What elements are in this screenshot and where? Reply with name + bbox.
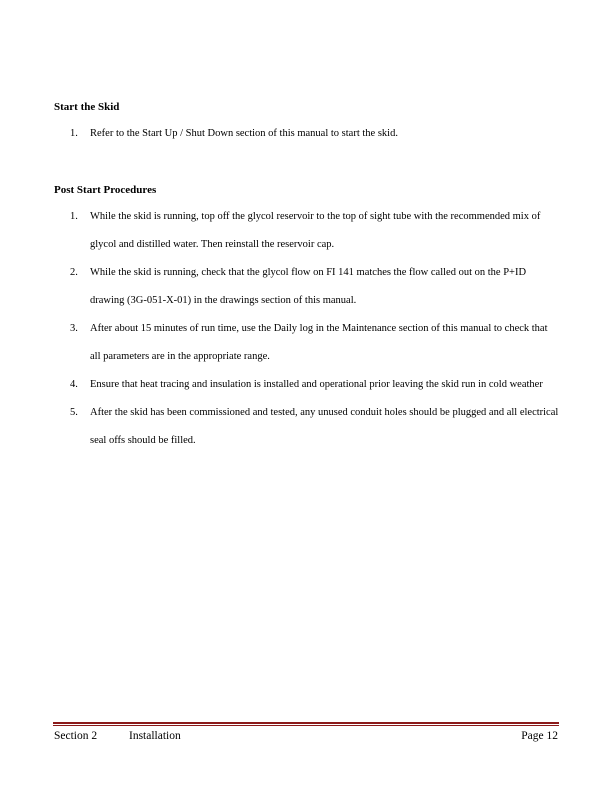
footer-page-number: Page 12	[521, 730, 558, 742]
list-item-text: After about 15 minutes of run time, use the Daily log in the Maintenance section of this manual to check that all parameters are in the appropriate range.	[90, 323, 548, 362]
list-item-text: Ensure that heat tracing and insulation is installed and operational prior leaving the skid run in cold weather	[90, 379, 543, 390]
list-item-text: While the skid is running, check that the glycol flow on FI 141 matches the flow called out on the P+ID drawing (3G-051-X-01) in the drawings section of this manual.	[90, 267, 527, 306]
footer-section: Section 2	[54, 730, 98, 742]
list-item	[70, 203, 560, 259]
footer-divider	[53, 722, 559, 724]
list-item-number: 5.	[70, 407, 78, 418]
section-heading-start-skid: Start the Skid	[54, 101, 120, 113]
list-item-number: 3.	[70, 323, 78, 334]
list-item-number: 1.	[70, 128, 78, 139]
post-start-list	[70, 203, 560, 455]
list-item-number: 4.	[70, 379, 78, 390]
list-item	[70, 371, 560, 399]
list-item-text: While the skid is running, top off the glycol reservoir to the top of sight tube with the recommended mix of glycol and distilled water. Then reinstall the reservoir cap.	[90, 211, 541, 250]
start-skid-list	[70, 120, 560, 148]
list-item	[70, 399, 560, 455]
section-heading-post-start: Post Start Procedures	[54, 184, 157, 196]
list-item	[70, 315, 560, 371]
list-item	[70, 259, 560, 315]
footer-divider-thin	[53, 725, 559, 726]
list-item-text: After the skid has been commissioned and tested, any unused conduit holes should be plugged and all electrical seal offs should be filled.	[90, 407, 559, 446]
list-item	[70, 120, 560, 148]
list-item-number: 1.	[70, 211, 78, 222]
list-item-text: Refer to the Start Up / Shut Down section of this manual to start the skid.	[90, 128, 398, 139]
footer-title: Installation	[129, 730, 181, 742]
list-item-number: 2.	[70, 267, 78, 278]
